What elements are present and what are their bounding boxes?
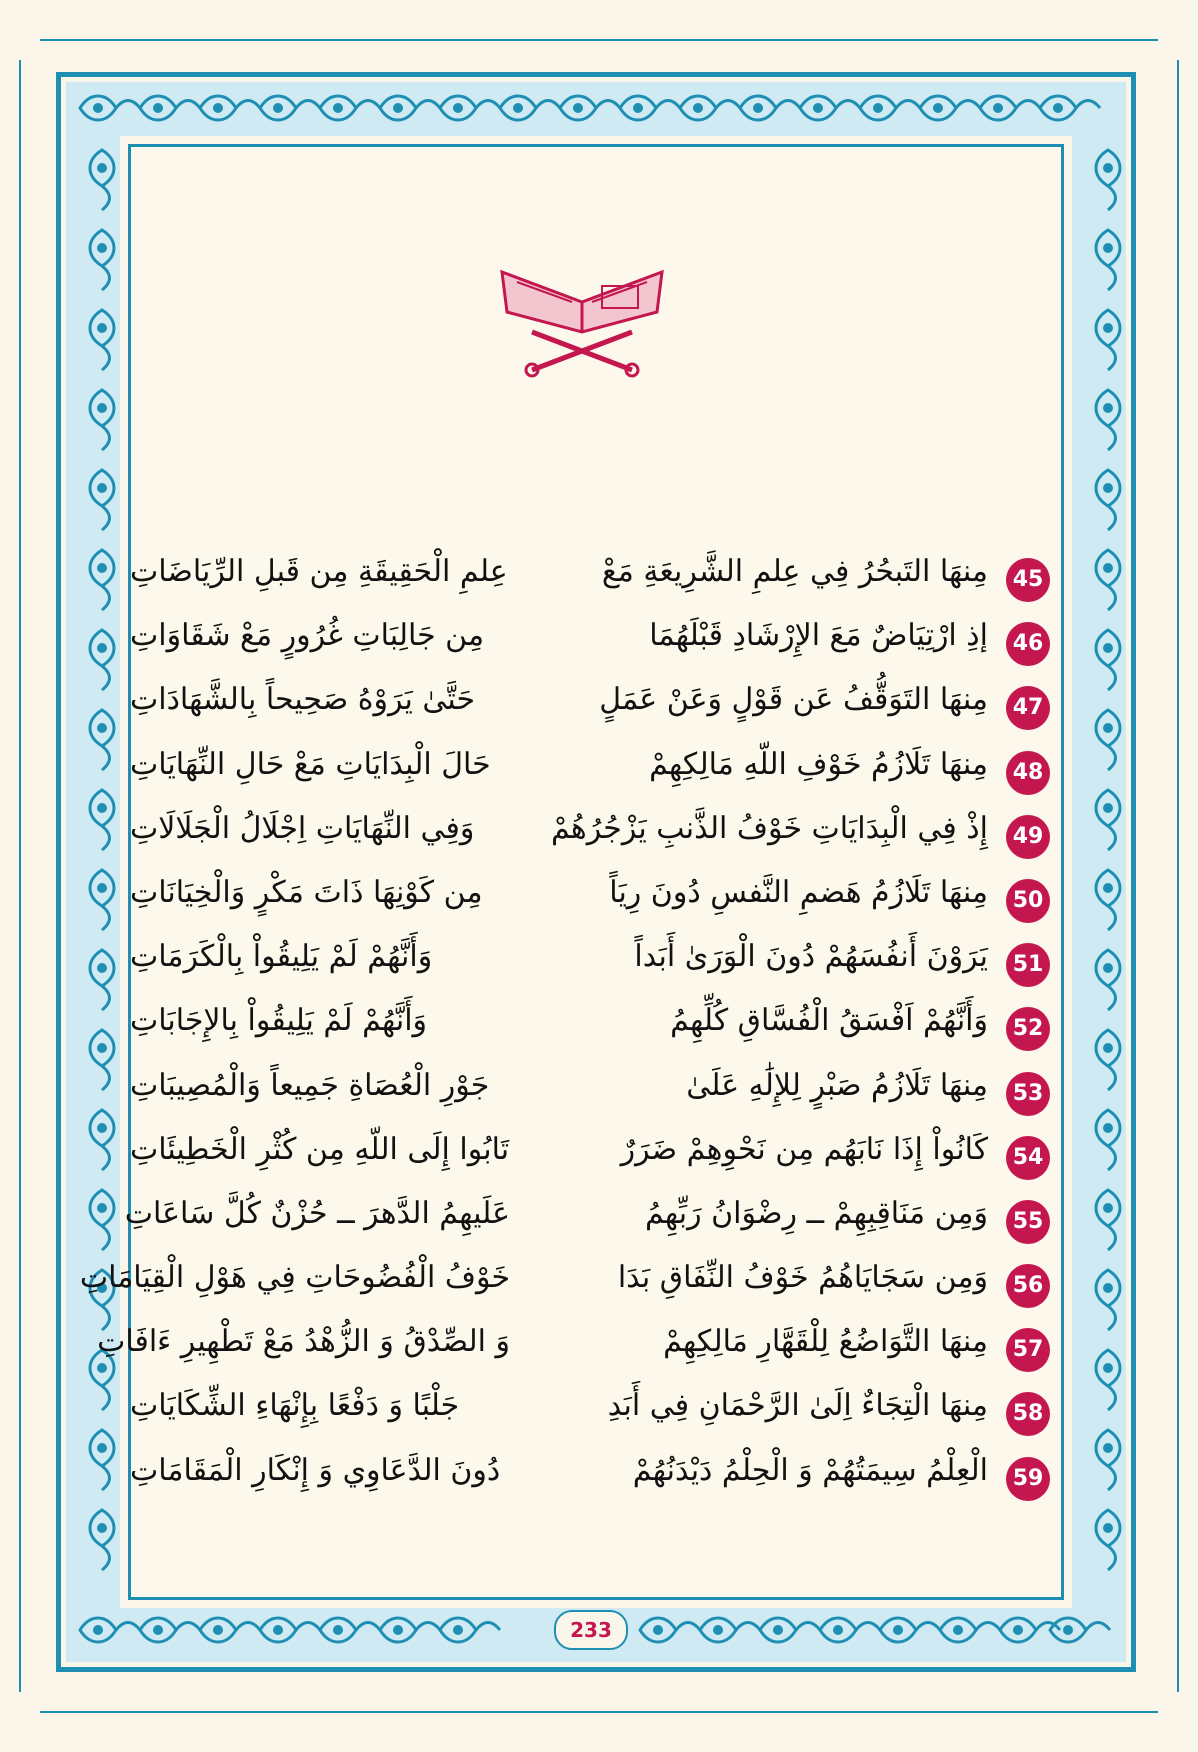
verse-row: [130, 680, 1050, 744]
first-hemistich: يَرَوْنَ أَنفُسَهُمْ دُونَ الْوَرَىٰ أَبَداً: [634, 939, 988, 975]
verse-row: [130, 1130, 1050, 1194]
verse-number-badge: 59: [1006, 1457, 1050, 1501]
verse-number-badge: 52: [1006, 1007, 1050, 1051]
first-hemistich: الْعِلْمُ سِيمَتُهُمْ وَ الْحِلْمُ دَيْدَنُهُمْ: [632, 1452, 988, 1488]
first-hemistich: وَمِن سَجَايَاهُمُ خَوْفُ النِّفَاقِ بَدَا: [617, 1260, 988, 1296]
first-hemistich: مِنهَا تَلَازُمُ هَضمِ النَّفسِ دُونَ رِيَاً: [609, 874, 988, 910]
second-hemistich: دُونَ الدَّعَاوِي وَ إِنْكَارِ الْمَقَامَاتِ: [130, 1452, 501, 1488]
second-hemistich: خَوْفُ الْفُضُوحَاتِ فِي هَوْلِ الْقِيَامَاتِ: [79, 1260, 510, 1296]
quran-on-rehal-icon: [492, 252, 672, 378]
verse-number-badge: 56: [1006, 1264, 1050, 1308]
verse-row: [130, 1001, 1050, 1065]
verse-row: [130, 616, 1050, 680]
verse-number-badge: 46: [1006, 622, 1050, 666]
verse-number-badge: 51: [1006, 943, 1050, 987]
verse-row: [79, 1258, 1050, 1322]
second-hemistich: حَالَ الْبِدَايَاتِ مَعْ حَالِ النِّهَايَاتِ: [130, 746, 491, 782]
verse-number-badge: 45: [1006, 558, 1050, 602]
second-hemistich: جَوْرِ الْعُصَاةِ جَمِيعاً وَالْمُصِيبَاتِ: [130, 1067, 490, 1103]
verse-row: [130, 552, 1050, 616]
page-number: 233: [554, 1610, 628, 1650]
verse-number-badge: 49: [1006, 815, 1050, 859]
verse-row: [130, 809, 1050, 873]
verse-row: [130, 873, 1050, 937]
first-hemistich: مِنهَا تَلَازُمُ صَبْرٍ لِلإِلَٰهِ عَلَىٰ: [686, 1067, 988, 1103]
first-hemistich: إذِ ارْتِيَاضٌ مَعَ الإِرْشَادِ قَبْلَهُمَا: [649, 618, 988, 654]
first-hemistich: مِنهَا التَوَقُّفُ عَن قَوْلٍ وَعَنْ عَمَلٍ: [599, 682, 988, 718]
first-hemistich: وَأَنَّهُمْ اَفْسَقُ الْفُسَّاقِ كُلِّهِمُ: [670, 1003, 988, 1039]
second-hemistich: وَ الصِّدْقُ وَ الزُّهْدُ مَعْ تَطْهِيرِ ءَافَاتِ: [97, 1324, 510, 1360]
second-hemistich: مِن جَالِبَاتِ غُرُورٍ مَعْ شَقَاوَاتِ: [130, 618, 485, 654]
verse-row: [130, 1066, 1050, 1130]
verse-number-badge: 50: [1006, 879, 1050, 923]
first-hemistich: وَمِن مَنَاقِبِهِمْ ــ رِضْوَانُ رَبِّهِمُ: [644, 1195, 988, 1231]
second-hemistich: وَأَنَّهُمْ لَمْ يَلِيقُواْ بِالإِجَابَاتِ: [130, 1003, 428, 1039]
verse-row: [130, 1386, 1050, 1450]
first-hemistich: مِنهَا الْتِجَاءٌ اِلَىٰ الرَّحْمَانِ فِي أَبَدِ: [607, 1388, 988, 1424]
verse-row: [130, 937, 1050, 1001]
verse-number-badge: 58: [1006, 1392, 1050, 1436]
second-hemistich: عَلَيهِمُ الدَّهرَ ــ حُزْنٌ كُلَّ سَاعَاتِ: [124, 1195, 510, 1231]
second-hemistich: عِلمِ الْحَقِيقَةِ مِن قَبلِ الرِّيَاضَاتِ: [130, 554, 508, 589]
verse-number-badge: 54: [1006, 1136, 1050, 1180]
verse-number-badge: 57: [1006, 1328, 1050, 1372]
second-hemistich: تَابُوا إِلَى اللّهِ مِن كُثْرِ الْخَطِيئَاتِ: [130, 1131, 510, 1167]
first-hemistich: كَانُواْ إِذَا نَابَهُم مِن نَحْوِهِمْ ضَرَرٌ: [620, 1131, 988, 1167]
verse-number-badge: 48: [1006, 751, 1050, 795]
first-hemistich: مِنهَا التَّوَاضُعُ لِلْقَهَّارِ مَالِكِهِمْ: [663, 1324, 988, 1360]
second-hemistich: وَأَنَّهُمْ لَمْ يَلِيقُواْ بِالْكَرَمَاتِ: [130, 939, 433, 975]
verse-number-badge: 55: [1006, 1200, 1050, 1244]
verse-row: [130, 745, 1050, 809]
second-hemistich: وَفِي النِّهَايَاتِ اِجْلَالُ الْجَلَالَاتِ: [130, 810, 475, 846]
verse-row: [124, 1194, 1050, 1258]
verse-row: [130, 1451, 1050, 1515]
second-hemistich: حَتَّىٰ يَرَوْهُ صَحِيحاً بِالشَّهَادَاتِ: [130, 682, 476, 718]
verse-number-badge: 53: [1006, 1072, 1050, 1116]
first-hemistich: مِنهَا التَبحُرُ فِي عِلمِ الشَّرِيعَةِ مَعْ: [601, 554, 988, 589]
border-right-ornaments: [1096, 150, 1120, 1570]
verse-number-badge: 47: [1006, 686, 1050, 730]
first-hemistich: مِنهَا تَلَازُمُ خَوْفِ اللّهِ مَالِكِهِمْ: [649, 746, 988, 782]
second-hemistich: مِن كَوْنِهَا ذَاتَ مَكْرٍ وَالْخِيَانَاتِ: [130, 874, 483, 910]
second-hemistich: جَلْبًا وَ دَفْعًا بِإِنْهَاءِ الشِّكَايَاتِ: [130, 1388, 460, 1424]
verse-row: [97, 1322, 1050, 1386]
first-hemistich: إِذْ فِي الْبِدَايَاتِ خَوْفُ الذَّنبِ يَزْجُرُهُمْ: [550, 810, 988, 846]
verse-list: [79, 552, 1050, 1515]
border-top-ornaments: [80, 96, 1100, 120]
